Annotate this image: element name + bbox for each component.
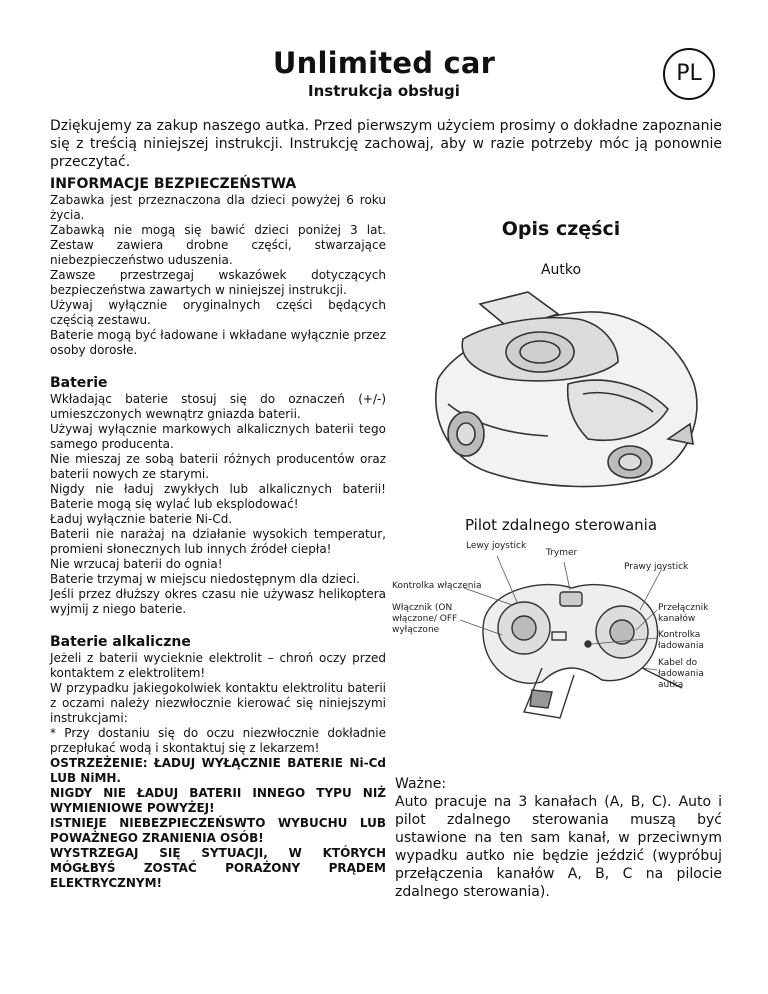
battery-line: Używaj wyłącznie markowych alkalicznych baterii tego samego producenta. <box>50 422 386 451</box>
safety-line: Zabawka jest przeznaczona dla dzieci powyżej 6 roku życia. <box>50 193 386 222</box>
callout-charge-cable: Kabel do ładowania autka <box>658 658 704 690</box>
callout-power-led: Kontrolka włączenia <box>392 581 482 591</box>
battery-line: Baterii nie narażaj na działanie wysokich temperatur, promieni słonecznych lub innych źródeł ciepła! <box>50 527 386 556</box>
battery-line: Nie mieszaj ze sobą baterii różnych producentów oraz baterii nowych ze starymi. <box>50 452 386 481</box>
left-column <box>50 175 386 891</box>
safety-line: Używaj wyłącznie oryginalnych części będących częścią zestawu. <box>50 298 386 327</box>
warning-line: ISTNIEJE NIEBEZPIECZEŃSWTO WYBUCHU LUB POWAŻNEGO ZRANIENIA OSÓB! <box>50 816 386 845</box>
callout-trimmer: Trymer <box>546 548 578 558</box>
alkaline-line: * Przy dostaniu się do oczu niezwłocznie dokładnie przepłukać wodą i skontaktuj się z lekarzem! <box>50 726 386 755</box>
alkaline-line: W przypadku jakiegokolwiek kontaktu elektrolitu baterii z oczami należy niezwłocznie kierować się niniejszymi instrukcjami: <box>50 681 386 725</box>
car-label: Autko <box>540 262 582 278</box>
battery-line: Wkładając baterie stosuj się do oznaczeń (+/-) umieszczonych wewnątrz gniazda baterii. <box>50 392 386 421</box>
callout-channel-switch: Przełącznik kanałów <box>658 603 709 624</box>
callout-left-joystick: Lewy joystick <box>466 541 527 551</box>
intro-paragraph: Dziękujemy za zakup naszego autka. Przed pierwszym użyciem prosimy o dokładne zapoznanie się z treścią niniejszej instrukcji. Instrukcję zachowaj, aby w razie potrzeby móc ją ponownie przeczytać. <box>50 118 722 170</box>
alkaline-line: Jeżeli z baterii wycieknie elektrolit – chroń oczy przed kontaktem z elektrolitem! <box>50 651 386 680</box>
alkaline-heading: Baterie alkaliczne <box>50 634 191 650</box>
battery-line: Jeśli przez dłuższy okres czasu nie używasz helikoptera wyjmij z niego baterie. <box>50 587 386 616</box>
battery-line: Nie wrzucaj baterii do ognia! <box>50 557 223 571</box>
battery-line: Ładuj wyłącznie baterie Ni-Cd. <box>50 512 233 526</box>
parts-heading: Opis części <box>501 218 621 240</box>
safety-line: Zabawką nie mogą się bawić dzieci poniżej 3 lat. Zestaw zawiera drobne części, stwarzające niebezpieczeństwo uduszenia. <box>50 223 386 267</box>
document-subtitle: Instrukcja obsługi <box>308 82 460 100</box>
warning-line: OSTRZEŻENIE: ŁADUJ WYŁĄCZNIE BATERIE Ni-Cd LUB NiMH. <box>50 756 386 785</box>
important-note <box>395 775 722 901</box>
warning-line: WYSTRZEGAJ SIĘ SYTUACJI, W KTÓRYCH MÓGŁBYŚ ZOSTAĆ PORAŻONY PRĄDEM ELEKTRYCZNYM! <box>50 846 386 890</box>
callout-right-joystick: Prawy joystick <box>624 562 689 572</box>
document-title: Unlimited car <box>272 46 496 80</box>
safety-line: Baterie mogą być ładowane i wkładane wyłącznie przez osoby dorosłe. <box>50 328 386 357</box>
car-illustration <box>418 284 708 496</box>
remote-label: Pilot zdalnego sterowania <box>464 516 658 534</box>
important-heading: Ważne: <box>395 776 447 792</box>
callout-power-switch: Włącznik (ON włączone/ OFF wyłączone <box>392 603 458 635</box>
callout-charge-led: Kontrolka ładowania <box>658 630 704 651</box>
batteries-heading: Baterie <box>50 375 108 391</box>
language-badge: PL <box>663 48 715 100</box>
warning-line: NIGDY NIE ŁADUJ BATERII INNEGO TYPU NIŻ WYMIENIOWE POWYŻEJ! <box>50 786 386 815</box>
battery-line: Baterie trzymaj w miejscu niedostępnym dla dzieci. <box>50 572 360 586</box>
safety-heading: INFORMACJE BEZPIECZEŃSTWA <box>50 176 297 192</box>
safety-line: Zawsze przestrzegaj wskazówek dotyczących bezpieczeństwa zawartych w niniejszej instrukcji. <box>50 268 386 297</box>
remote-diagram <box>392 540 722 740</box>
important-text: Auto pracuje na 3 kanałach (A, B, C). Auto i pilot zdalnego sterowania muszą być ustawione na ten sam kanał, w przeciwnym wypadku autko nie będzie jeździć (wypróbuj przełączenia kanałów A, B, C na pilocie zdalnego sterowania). <box>395 794 722 900</box>
battery-line: Nigdy nie ładuj zwykłych lub alkalicznych baterii! Baterie mogą się wylać lub eksplodować! <box>50 482 386 511</box>
